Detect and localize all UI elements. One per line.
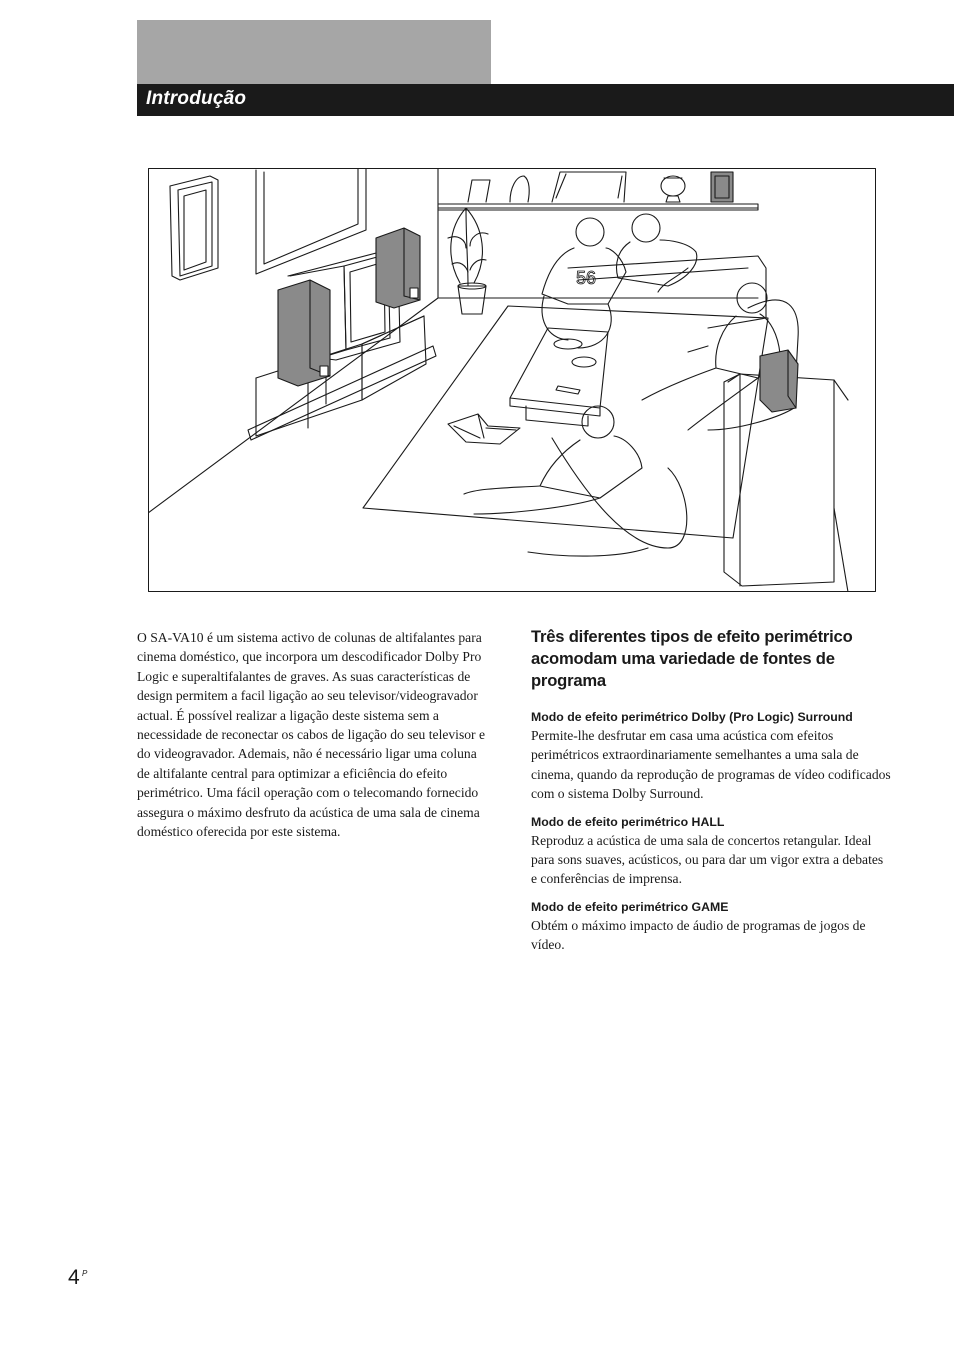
- front-right-speaker: [376, 228, 420, 308]
- floor-right-edge: [834, 508, 848, 592]
- section-title: Introdução: [146, 88, 247, 109]
- person-back-sofa: [617, 214, 697, 292]
- rug: [363, 306, 768, 538]
- mode-title: Modo de efeito perimétrico HALL: [531, 814, 725, 829]
- open-book: [448, 414, 520, 444]
- mode-title: Modo de efeito perimétrico Dolby (Pro Logic) Surround: [531, 710, 853, 724]
- home-theater-illustration: [148, 168, 876, 592]
- room-wall-lines: [148, 168, 758, 513]
- header-grey-tab: [137, 20, 491, 84]
- coffee-table: [510, 328, 608, 426]
- back-shelf: [438, 204, 758, 210]
- tv-stand: [248, 316, 436, 440]
- mode-hall: [531, 813, 891, 889]
- section-header-bar: [137, 84, 954, 116]
- intro-paragraph: O SA-VA10 é um sistema activo de colunas de altifalantes para cinema doméstico, que incorpora um descodificador Dolby Pro Logic e superaltifalantes de graves. As suas características de design permitem a facil ligação ao seu televisor/videogravador actual. É possível realizar a ligação deste sistema sem a necessidade de reconectar os cabos de ligação do seu televisor e do videogravador. Ademais, não é necessário ligar uma coluna de altifalante central para optimizar a eficiência do efeito perimétrico. Uma fácil operação com o telecomando fornecido assegura o máximo desfruto da acústica de uma sala de cinema doméstico oferecida por este sistema.: [137, 630, 485, 840]
- mode-text: Obtém o máximo impacto de áudio de programas de jogos de vídeo.: [531, 917, 866, 953]
- wall-picture-left: [170, 176, 218, 280]
- page-number: 4: [68, 1266, 80, 1289]
- rear-speaker-stand: [724, 350, 848, 586]
- person-armchair: [642, 283, 780, 430]
- shelf-items: [468, 172, 733, 202]
- mode-text: Reproduz a acústica de uma sala de concertos retangular. Ideal para sons suaves, acústicos, ou para dar um vigor extra a debates e conferências de imprensa.: [531, 832, 884, 887]
- mode-text: Permite-lhe desfrutar em casa uma acústica com efeitos perimétricos extraordinariamente semelhantes a uma sala de cinema, quando da reprodução de programas de vídeo codificados com o sistema Dolby Surround.: [531, 728, 891, 802]
- wall-picture-large: [256, 168, 366, 274]
- mode-title: Modo de efeito perimétrico GAME: [531, 899, 729, 914]
- jersey-number: 56: [576, 268, 597, 288]
- mode-dolby: [531, 708, 891, 804]
- mode-game: [531, 898, 891, 955]
- front-left-speaker: [278, 280, 330, 386]
- page-language-suffix: P: [82, 1269, 88, 1278]
- features-column: [531, 626, 891, 964]
- features-heading: Três diferentes tipos de efeito perimétrico acomodam uma variedade de fontes de programa: [531, 627, 853, 690]
